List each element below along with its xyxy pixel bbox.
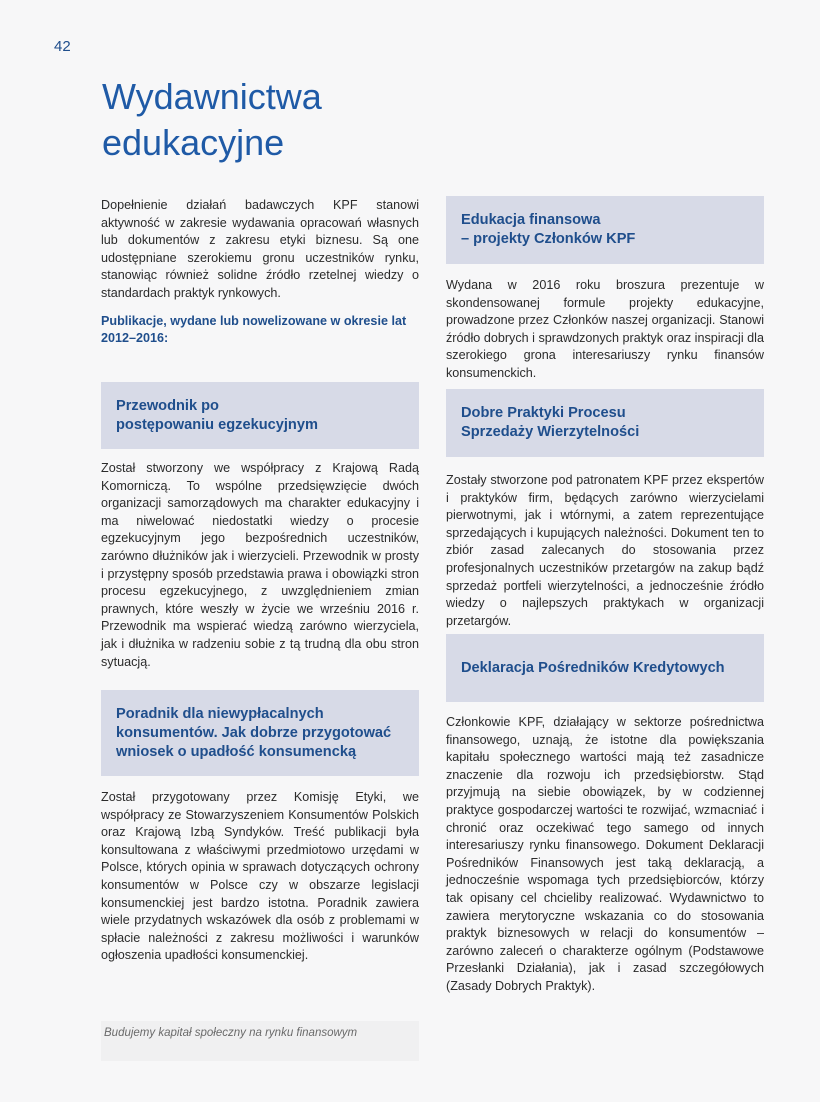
section-heading-line: – projekty Członków KPF (461, 231, 636, 247)
section-paragraph: Wydana w 2016 roku broszura prezentuje w skondensowanej formule projekty edukacyjne, prowadzone przez Członków naszej organizacji. Stanowi źródło dobrych i sprawdzonych praktyk oraz inspiracji dla szerokiego grona interesariuszy rynku finansów konsumenckich. (446, 278, 764, 380)
section-heading-enforcement-guide (101, 382, 419, 449)
section-heading-debt-sale-practices (446, 389, 764, 457)
section-heading-insolvency-guide (101, 690, 419, 776)
section-heading-credit-intermediaries (446, 634, 764, 702)
section-heading-line: Deklaracja Pośredników Kredytowych (461, 659, 725, 676)
section-paragraph: Został przygotowany przez Komisję Etyki, we współpracy ze Stowarzyszeniem Konsumentów Polskich oraz Krajową Izbą Syndyków. Treść publikacji była konsultowana z właściwymi przedmiotowo urzędami w Polsce, których opinia w sprawach dotyczących ochrony konsumentów w Polsce czy w obszarze legislacji konsumenckiej jest bardzo istotna. Poradnik zawiera wiele przydatnych wskazówek dla osób z problemami w spłacie należności z zakresu możliwości i warunków ogłoszenia upadłości konsumenckiej. (101, 790, 419, 963)
left-column (101, 197, 419, 348)
publications-lead: Publikacje, wydane lub nowelizowane w okresie lat 2012–2016: (101, 313, 407, 346)
footer-tagline: Budujemy kapitał społeczny na rynku finansowym (101, 1021, 419, 1061)
section-heading-line: wniosek o upadłość konsumencką (116, 743, 357, 760)
section-text-debt-sale-practices (446, 472, 764, 630)
section-heading-financial-education (446, 196, 764, 264)
section-heading-line: Przewodnik po (116, 397, 219, 414)
section-heading-line: Edukacja finansowa (461, 212, 601, 228)
page-number: 42 (54, 38, 71, 55)
section-paragraph: Zostały stworzone pod patronatem KPF przez ekspertów i praktyków firm, będących zarówno wierzycielami pierwotnymi, jak i wtórnymi, a zatem reprezentujące sprzedających i kupujących należności. Dokument ten to zbiór zasad zalecanych do stosowania przez profesjonalnych uczestników przetargów na zakup bądź sprzedaż portfeli wierzytelności, a jednocześnie źródło wiedzy o najlepszych praktykach w organizacji przetargów. (446, 473, 764, 628)
section-paragraph: Został stworzony we współpracy z Krajową Radą Komorniczą. To wspólne przedsięwzięcie dwóch organizacji samorządowych ma charakter edukacyjny i ma niwelować niedostatki wiedzy o procesie egzekucyjnym jego bezpośrednich uczestników, zarówno dłużników jak i wierzycieli. Przewodnik w prosty i przystępny sposób przedstawia prawa i obowiązki stron procesu egzekucyjnego, z uwzględnieniem zmian prawnych, które weszły w życie we wrześniu 2016 r. Przewodnik ma wspierać wiedzą zarówno wierzyciela, jak i dłużnika w radzeniu sobie z tą trudną dla obu stron sytuacją. (101, 461, 419, 669)
page-title (102, 74, 442, 166)
section-heading-line: postępowaniu egzekucyjnym (116, 416, 318, 433)
section-heading-line: Poradnik dla niewypłacalnych (116, 705, 324, 722)
section-heading-line: konsumentów. Jak dobrze przygotować (116, 724, 392, 741)
section-text-credit-intermediaries (446, 714, 764, 996)
section-text-enforcement-guide (101, 460, 419, 671)
page-title-line: Wydawnictwa (102, 76, 322, 117)
intro-paragraph: Dopełnienie działań badawczych KPF stanowi aktywność w zakresie wydawania opracowań własnych lub dokumentów z zakresu etyki biznesu. Są one udostępniane szerokiemu gronu uczestników rynku, stanowiąc również solidne źródło rzetelnej wiedzy o standardach praktyk rynkowych. (101, 198, 419, 300)
section-heading-line: Dobre Praktyki Procesu (461, 405, 626, 421)
section-paragraph: Członkowie KPF, działający w sektorze pośrednictwa finansowego, uznają, że istotne dla powiększania kapitału społecznego wartości mają też zasadnicze znaczenie dla rozwoju ich przedsiębiorstw. Stąd przyjmują na siebie obowiązek, by w codziennej praktyce gospodarczej wartości te rozwijać, wzmacniać i chronić oraz oczekiwać tego samego od innych interesariuszy rynku finansowego. Dokument Deklaracji Pośredników Finansowych jest taką deklaracją, a jednocześnie wspomaga tych przedsiębiorców, którzy tak opisany cel chcieliby realizować. Wydawnictwo to zawiera merytoryczne wskazania co do stosowania praktyk biznesowych w relacji do konsumentów – zarówno zaleceń o charakterze ogólnym (Podstawowe Przesłanki Działania), jak i zasad szczegółowych (Zasady Dobrych Praktyk). (446, 715, 764, 993)
section-heading-line: Sprzedaży Wierzytelności (461, 424, 640, 440)
section-text-financial-education (446, 277, 764, 383)
page-title-line: edukacyjne (102, 122, 285, 163)
section-text-insolvency-guide (101, 789, 419, 965)
